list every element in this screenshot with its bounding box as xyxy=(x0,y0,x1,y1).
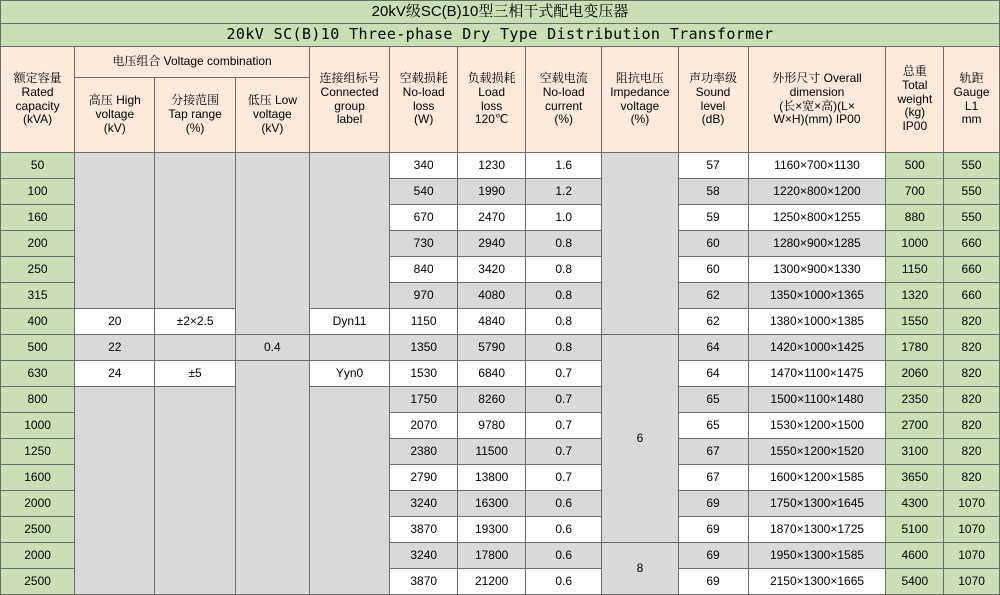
cell-dimension: 1550×1200×1520 xyxy=(748,439,886,465)
cell-group-label-blank-1 xyxy=(309,153,389,309)
col-header-load-loss-en1: Load xyxy=(478,84,505,99)
col-header-tap-range-cn: 分接范围 xyxy=(171,93,220,108)
cell-no-load-current: 0.7 xyxy=(526,413,602,439)
cell-no-load-current: 0.8 xyxy=(526,309,602,335)
cell-rated-capacity: 100 xyxy=(1,179,75,205)
col-header-load-loss xyxy=(458,47,526,153)
col-header-sound-level-en2: level xyxy=(700,98,726,113)
cell-rated-capacity: 2500 xyxy=(1,569,75,595)
cell-sound-level: 65 xyxy=(678,387,748,413)
col-header-gauge-cn: 轨距 xyxy=(959,70,984,85)
cell-gauge: 660 xyxy=(944,257,1000,283)
cell-load-loss: 8260 xyxy=(458,387,526,413)
cell-gauge: 550 xyxy=(944,205,1000,231)
cell-rated-capacity: 50 xyxy=(1,153,75,179)
cell-rated-capacity: 400 xyxy=(1,309,75,335)
cell-no-load-loss: 340 xyxy=(390,153,458,179)
cell-no-load-current: 0.7 xyxy=(526,361,602,387)
cell-no-load-current: 0.7 xyxy=(526,387,602,413)
col-header-dimension xyxy=(748,47,886,153)
col-header-no-load-current xyxy=(526,47,602,153)
cell-hv-voltage: 24 xyxy=(75,361,155,387)
cell-gauge: 660 xyxy=(944,231,1000,257)
cell-no-load-current: 0.6 xyxy=(526,569,602,595)
col-header-total-weight-en2: weight xyxy=(897,91,933,106)
cell-total-weight: 2700 xyxy=(886,413,944,439)
col-header-impedance-voltage-cn: 阻抗电压 xyxy=(615,70,664,85)
cell-group-label-blank-2 xyxy=(309,335,389,361)
cell-no-load-loss: 2070 xyxy=(390,413,458,439)
col-header-dimension-cn2: (长×宽×高)(L× xyxy=(779,98,855,113)
cell-tap-range: ±2×2.5 xyxy=(155,309,235,335)
cell-rated-capacity: 1000 xyxy=(1,413,75,439)
cell-gauge: 1070 xyxy=(944,517,1000,543)
cell-group-label-blank-3 xyxy=(309,387,389,595)
cell-tap-range-blank-3 xyxy=(155,387,235,595)
cell-group-label: Dyn11 xyxy=(309,309,389,335)
cell-dimension: 1300×900×1330 xyxy=(748,257,886,283)
cell-total-weight: 4300 xyxy=(886,491,944,517)
col-header-hv-voltage-cn: 高压 High xyxy=(88,93,141,108)
col-header-lv-voltage-cn: 低压 Low xyxy=(247,93,298,108)
cell-lv-voltage-blank-2 xyxy=(235,361,309,595)
col-header-rated-capacity-en: Rated capacity xyxy=(15,84,60,113)
cell-rated-capacity: 1600 xyxy=(1,465,75,491)
col-header-hv-voltage-en: voltage xyxy=(95,107,135,122)
cell-dimension: 1750×1300×1645 xyxy=(748,491,886,517)
cell-total-weight: 1780 xyxy=(886,335,944,361)
cell-total-weight: 3100 xyxy=(886,439,944,465)
cell-dimension: 1350×1000×1365 xyxy=(748,283,886,309)
col-header-group-label xyxy=(309,47,389,153)
cell-sound-level: 69 xyxy=(678,569,748,595)
col-header-no-load-loss-en1: No-load xyxy=(402,84,445,99)
cell-no-load-loss: 1350 xyxy=(390,335,458,361)
cell-sound-level: 69 xyxy=(678,491,748,517)
col-header-no-load-current-cn: 空载电流 xyxy=(539,70,588,85)
cell-impedance-voltage-8: 8 xyxy=(602,543,678,595)
cell-gauge: 1070 xyxy=(944,491,1000,517)
cell-load-loss: 21200 xyxy=(458,569,526,595)
col-header-total-weight-unit: (kg) xyxy=(904,105,926,120)
cell-load-loss: 19300 xyxy=(458,517,526,543)
cell-load-loss: 13800 xyxy=(458,465,526,491)
cell-rated-capacity: 2000 xyxy=(1,543,75,569)
cell-lv-voltage: 0.4 xyxy=(235,335,309,361)
cell-no-load-current: 0.7 xyxy=(526,465,602,491)
title-row-chinese xyxy=(1,1,1000,24)
cell-total-weight: 1150 xyxy=(886,257,944,283)
cell-hv-voltage: 22 xyxy=(75,335,155,361)
cell-total-weight: 700 xyxy=(886,179,944,205)
col-header-dimension-cn: 外形尺寸 Overall xyxy=(772,70,862,85)
cell-impedance-voltage-blank-1 xyxy=(602,153,678,335)
cell-rated-capacity: 2000 xyxy=(1,491,75,517)
col-header-total-weight-ip: IP00 xyxy=(902,119,928,134)
cell-gauge: 820 xyxy=(944,361,1000,387)
cell-sound-level: 69 xyxy=(678,517,748,543)
cell-no-load-loss: 2790 xyxy=(390,465,458,491)
col-header-no-load-current-en1: No-load xyxy=(542,84,585,99)
col-header-sound-level-cn: 声功率级 xyxy=(689,70,738,85)
cell-rated-capacity: 2500 xyxy=(1,517,75,543)
cell-dimension: 1420×1000×1425 xyxy=(748,335,886,361)
cell-total-weight: 4600 xyxy=(886,543,944,569)
table-row xyxy=(1,309,1000,335)
col-header-rated-capacity xyxy=(1,47,75,153)
cell-gauge: 660 xyxy=(944,283,1000,309)
cell-hv-voltage-blank-2 xyxy=(75,387,155,595)
col-header-impedance-voltage xyxy=(602,47,678,153)
cell-no-load-current: 0.8 xyxy=(526,335,602,361)
cell-dimension: 1870×1300×1725 xyxy=(748,517,886,543)
page-title-cn: 20kV级SC(B)10型三相干式配电变压器 xyxy=(1,1,1000,24)
cell-sound-level: 64 xyxy=(678,335,748,361)
title-row-english xyxy=(1,24,1000,47)
cell-gauge: 820 xyxy=(944,309,1000,335)
cell-rated-capacity: 200 xyxy=(1,231,75,257)
col-header-group-label-en3: label xyxy=(336,112,363,127)
cell-no-load-loss: 3240 xyxy=(390,491,458,517)
cell-sound-level: 67 xyxy=(678,439,748,465)
col-header-total-weight xyxy=(886,47,944,153)
col-header-hv-voltage xyxy=(75,78,155,153)
col-header-dimension-en1: dimension xyxy=(789,84,845,99)
col-header-total-weight-cn: 总重 xyxy=(902,64,927,78)
col-header-tap-range-unit: (%) xyxy=(185,120,205,135)
cell-rated-capacity: 630 xyxy=(1,361,75,387)
col-header-rated-capacity-unit: (kVA) xyxy=(23,112,53,127)
cell-no-load-current: 1.6 xyxy=(526,153,602,179)
col-header-impedance-voltage-en2: voltage xyxy=(620,98,660,113)
cell-gauge: 550 xyxy=(944,153,1000,179)
table-row xyxy=(1,335,1000,361)
col-header-group-label-cn: 连接组标号 xyxy=(319,70,380,85)
col-header-load-loss-unit: 120℃ xyxy=(474,112,509,127)
cell-sound-level: 57 xyxy=(678,153,748,179)
col-header-group-label-en1: Connected xyxy=(320,84,379,99)
cell-load-loss: 5790 xyxy=(458,335,526,361)
col-header-gauge-unit: mm xyxy=(961,112,982,127)
cell-no-load-loss: 840 xyxy=(390,257,458,283)
cell-no-load-current: 0.8 xyxy=(526,257,602,283)
cell-total-weight: 5100 xyxy=(886,517,944,543)
cell-no-load-current: 1.0 xyxy=(526,205,602,231)
cell-impedance-voltage-6: 6 xyxy=(602,335,678,543)
cell-load-loss: 6840 xyxy=(458,361,526,387)
cell-load-loss: 4840 xyxy=(458,309,526,335)
cell-tap-range-blank-2 xyxy=(155,335,235,361)
col-header-no-load-current-unit: (%) xyxy=(554,112,574,127)
col-header-rated-capacity-cn: 额定容量 xyxy=(13,70,62,85)
cell-gauge: 820 xyxy=(944,413,1000,439)
cell-total-weight: 5400 xyxy=(886,569,944,595)
cell-no-load-current: 0.6 xyxy=(526,491,602,517)
cell-dimension: 1950×1300×1585 xyxy=(748,543,886,569)
cell-total-weight: 880 xyxy=(886,205,944,231)
cell-dimension: 2150×1300×1665 xyxy=(748,569,886,595)
cell-no-load-current: 0.8 xyxy=(526,231,602,257)
cell-total-weight: 1320 xyxy=(886,283,944,309)
table-row xyxy=(1,361,1000,387)
cell-no-load-loss: 970 xyxy=(390,283,458,309)
col-header-impedance-voltage-en1: Impedance xyxy=(610,84,670,99)
cell-sound-level: 69 xyxy=(678,543,748,569)
cell-sound-level: 62 xyxy=(678,283,748,309)
col-header-lv-voltage-en: voltage xyxy=(252,107,292,122)
cell-load-loss: 11500 xyxy=(458,439,526,465)
col-header-sound-level-unit: (dB) xyxy=(701,112,725,127)
col-header-no-load-loss-cn: 空载损耗 xyxy=(399,70,448,85)
cell-tap-range: ±5 xyxy=(155,361,235,387)
col-header-no-load-current-en2: current xyxy=(545,98,583,113)
cell-no-load-loss: 1530 xyxy=(390,361,458,387)
cell-no-load-current: 0.7 xyxy=(526,439,602,465)
cell-gauge: 820 xyxy=(944,439,1000,465)
cell-hv-voltage-blank-1 xyxy=(75,153,155,309)
cell-load-loss: 3420 xyxy=(458,257,526,283)
col-header-dimension-en2: W×H)(mm) IP00 xyxy=(773,112,861,127)
cell-total-weight: 2350 xyxy=(886,387,944,413)
col-header-total-weight-en1: Total xyxy=(902,77,928,92)
cell-sound-level: 60 xyxy=(678,231,748,257)
cell-total-weight: 3650 xyxy=(886,465,944,491)
cell-total-weight: 2060 xyxy=(886,361,944,387)
cell-no-load-loss: 670 xyxy=(390,205,458,231)
cell-gauge: 820 xyxy=(944,335,1000,361)
col-header-load-loss-cn: 负载损耗 xyxy=(467,70,516,85)
col-header-gauge-code: L1 xyxy=(964,98,979,113)
cell-no-load-loss: 3870 xyxy=(390,517,458,543)
cell-sound-level: 59 xyxy=(678,205,748,231)
cell-dimension: 1250×800×1255 xyxy=(748,205,886,231)
cell-lv-voltage-blank-1 xyxy=(235,153,309,335)
cell-gauge: 1070 xyxy=(944,543,1000,569)
cell-rated-capacity: 800 xyxy=(1,387,75,413)
col-header-voltage-combination: 电压组合 Voltage combination xyxy=(75,47,310,78)
cell-no-load-loss: 540 xyxy=(390,179,458,205)
cell-gauge: 820 xyxy=(944,465,1000,491)
page-title-en: 20kV SC(B)10 Three-phase Dry Type Distribution Transformer xyxy=(1,24,1000,47)
col-header-sound-level-en1: Sound xyxy=(695,84,731,99)
cell-no-load-loss: 3240 xyxy=(390,543,458,569)
cell-load-loss: 4080 xyxy=(458,283,526,309)
cell-no-load-current: 0.8 xyxy=(526,283,602,309)
col-header-gauge-en: Gauge xyxy=(953,84,990,99)
header-row-top xyxy=(1,47,1000,78)
col-header-tap-range-en: Tap range xyxy=(168,107,222,122)
cell-dimension: 1380×1000×1385 xyxy=(748,309,886,335)
cell-total-weight: 1550 xyxy=(886,309,944,335)
cell-dimension: 1530×1200×1500 xyxy=(748,413,886,439)
cell-no-load-loss: 1150 xyxy=(390,309,458,335)
cell-no-load-loss: 730 xyxy=(390,231,458,257)
col-header-load-loss-en2: loss xyxy=(480,98,503,113)
cell-rated-capacity: 1250 xyxy=(1,439,75,465)
cell-sound-level: 65 xyxy=(678,413,748,439)
cell-load-loss: 17800 xyxy=(458,543,526,569)
cell-rated-capacity: 250 xyxy=(1,257,75,283)
cell-dimension: 1600×1200×1585 xyxy=(748,465,886,491)
cell-load-loss: 1230 xyxy=(458,153,526,179)
cell-sound-level: 64 xyxy=(678,361,748,387)
cell-load-loss: 2940 xyxy=(458,231,526,257)
cell-total-weight: 1000 xyxy=(886,231,944,257)
col-header-gauge xyxy=(944,47,1000,153)
cell-gauge: 1070 xyxy=(944,569,1000,595)
cell-no-load-loss: 2380 xyxy=(390,439,458,465)
col-header-no-load-loss-unit: (W) xyxy=(414,112,434,127)
cell-no-load-current: 0.6 xyxy=(526,517,602,543)
col-header-lv-voltage-unit: (kV) xyxy=(261,120,284,135)
cell-gauge: 820 xyxy=(944,387,1000,413)
cell-sound-level: 67 xyxy=(678,465,748,491)
col-header-tap-range xyxy=(155,78,235,153)
cell-no-load-current: 1.2 xyxy=(526,179,602,205)
cell-no-load-loss: 1750 xyxy=(390,387,458,413)
cell-load-loss: 9780 xyxy=(458,413,526,439)
col-header-lv-voltage xyxy=(235,78,309,153)
cell-no-load-loss: 3870 xyxy=(390,569,458,595)
cell-sound-level: 58 xyxy=(678,179,748,205)
cell-dimension: 1160×700×1130 xyxy=(748,153,886,179)
col-header-impedance-voltage-unit: (%) xyxy=(630,112,650,127)
cell-dimension: 1220×800×1200 xyxy=(748,179,886,205)
cell-tap-range-blank-1 xyxy=(155,153,235,309)
cell-rated-capacity: 160 xyxy=(1,205,75,231)
cell-hv-voltage: 20 xyxy=(75,309,155,335)
table-row xyxy=(1,153,1000,179)
cell-dimension: 1500×1100×1480 xyxy=(748,387,886,413)
col-header-hv-voltage-unit: (kV) xyxy=(103,120,126,135)
cell-sound-level: 60 xyxy=(678,257,748,283)
cell-load-loss: 16300 xyxy=(458,491,526,517)
cell-rated-capacity: 315 xyxy=(1,283,75,309)
cell-load-loss: 1990 xyxy=(458,179,526,205)
col-header-no-load-loss-en2: loss xyxy=(413,98,435,113)
cell-sound-level: 62 xyxy=(678,309,748,335)
cell-total-weight: 500 xyxy=(886,153,944,179)
cell-load-loss: 2470 xyxy=(458,205,526,231)
cell-no-load-current: 0.6 xyxy=(526,543,602,569)
table-row xyxy=(1,387,1000,413)
col-header-group-label-en2: group xyxy=(334,98,365,113)
cell-dimension: 1470×1100×1475 xyxy=(748,361,886,387)
cell-gauge: 550 xyxy=(944,179,1000,205)
col-header-no-load-loss xyxy=(390,47,458,153)
cell-rated-capacity: 500 xyxy=(1,335,75,361)
cell-group-label: Yyn0 xyxy=(309,361,389,387)
col-header-sound-level xyxy=(678,47,748,153)
cell-dimension: 1280×900×1285 xyxy=(748,231,886,257)
